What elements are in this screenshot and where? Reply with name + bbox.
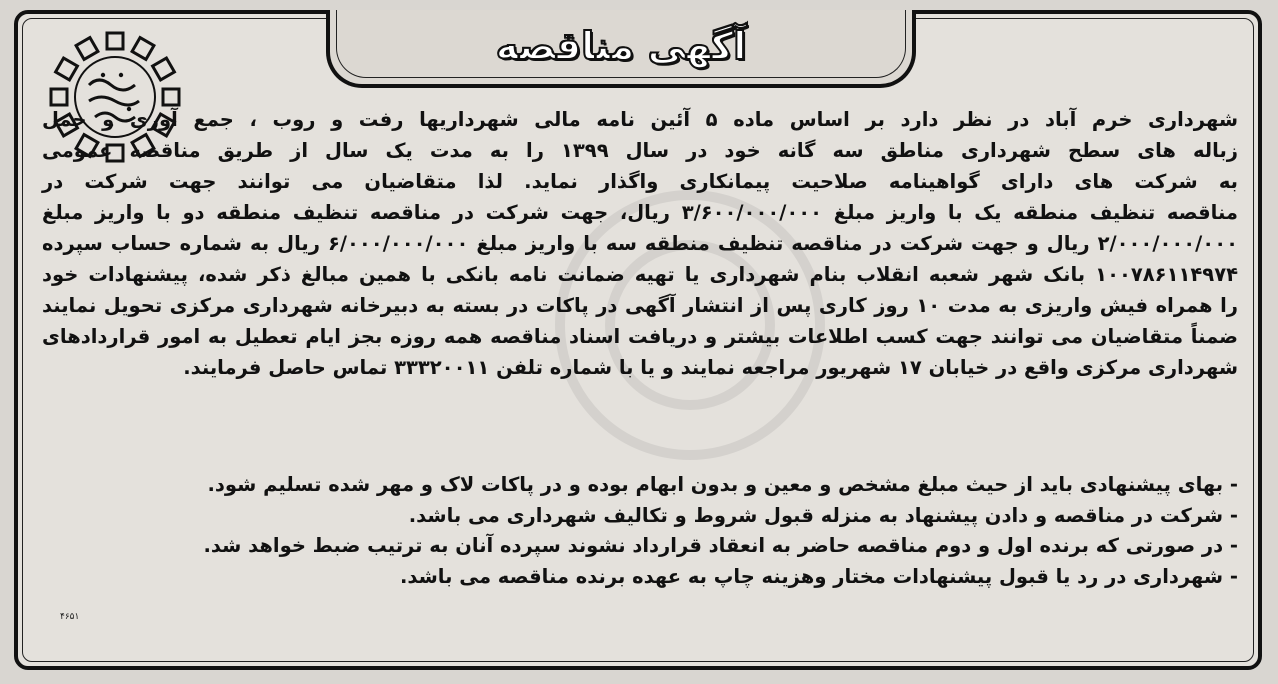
- condition-item: - شهرداری در رد یا قبول پیشنهادات مختار وهزینه چاپ به عهده برنده مناقصه می باشد.: [399, 564, 1238, 588]
- body-line: ۱۰۰۷۸۶۱۱۴۹۷۴ بانک شهر شعبه انقلاب بنام شهرداری یا تهیه ضمانت نامه بانکی با همین مبالغ ذکر شده، پیشنهادات خود: [42, 263, 1238, 286]
- title-banner: [326, 10, 916, 88]
- body-line: مناقصه تنظیف منطقه یک با واریز مبلغ ۳/۶۰۰/۰۰۰/۰۰۰ ریال، جهت شرکت در مناقصه تنظیف منطقه دو با واریز مبلغ: [42, 201, 1238, 224]
- body-line: ۲/۰۰۰/۰۰۰/۰۰۰ ریال و جهت شرکت در مناقصه تنظیف منطقه سه با واریز مبلغ ۶/۰۰۰/۰۰۰/۰۰۰ ریال به شماره حساب سپرده: [42, 232, 1238, 255]
- body-line: زباله های سطح شهرداری مناطق سه گانه خود در سال ۱۳۹۹ را به مدت یک سال از طریق مناقصه عمومی: [42, 139, 1238, 162]
- body-line: ضمناً متقاضیان می توانند جهت کسب اطلاعات بیشتر و دریافت اسناد مناقصه همه روزه بجز ایام تعطیل به امور قراردادهای: [42, 325, 1238, 348]
- condition-item: - بهای پیشنهادی باید از حیث مبلغ مشخص و معین و بدون ابهام بوده و در پاکات لاک و مهر شده تسلیم شود.: [207, 473, 1238, 496]
- conditions-list: [203, 470, 1238, 592]
- notice-body: [42, 104, 1238, 383]
- condition-item: - شرکت در مناقصه و دادن پیشنهاد به منزله قبول شروط و تکالیف شهرداری می باشد.: [408, 503, 1238, 527]
- body-line: شهرداری خرم آباد در نظر دارد بر اساس ماده ۵ آئین نامه مالی شهرداریها رفت و روب ، جمع آوری و حمل: [42, 108, 1238, 131]
- body-line: را همراه فیش واریزی به مدت ۱۰ روز کاری پس از انتشار آگهی در پاکات در بسته به دبیرخانه شهرداری مرکزی تحویل نمایند: [42, 294, 1239, 317]
- notice-title: آگهی مناقصه: [495, 24, 747, 68]
- body-line: به شرکت های دارای گواهینامه صلاحیت پیمانکاری واگذار نماید. لذا متقاضیان می توانند جهت شرکت در: [42, 170, 1238, 193]
- body-line: شهرداری مرکزی واقع در خیابان ۱۷ شهریور مراجعه نمایند و یا با شماره تلفن ۳۳۳۲۰۰۱۱ تماس حاصل فرمایند.: [183, 356, 1238, 379]
- notice-code: ۴۶۵۱: [60, 612, 80, 622]
- condition-item: - در صورتی که برنده اول و دوم مناقصه حاضر به انعقاد قرارداد نشوند سپرده آنان به ترتیب ضبط خواهد شد.: [203, 534, 1238, 557]
